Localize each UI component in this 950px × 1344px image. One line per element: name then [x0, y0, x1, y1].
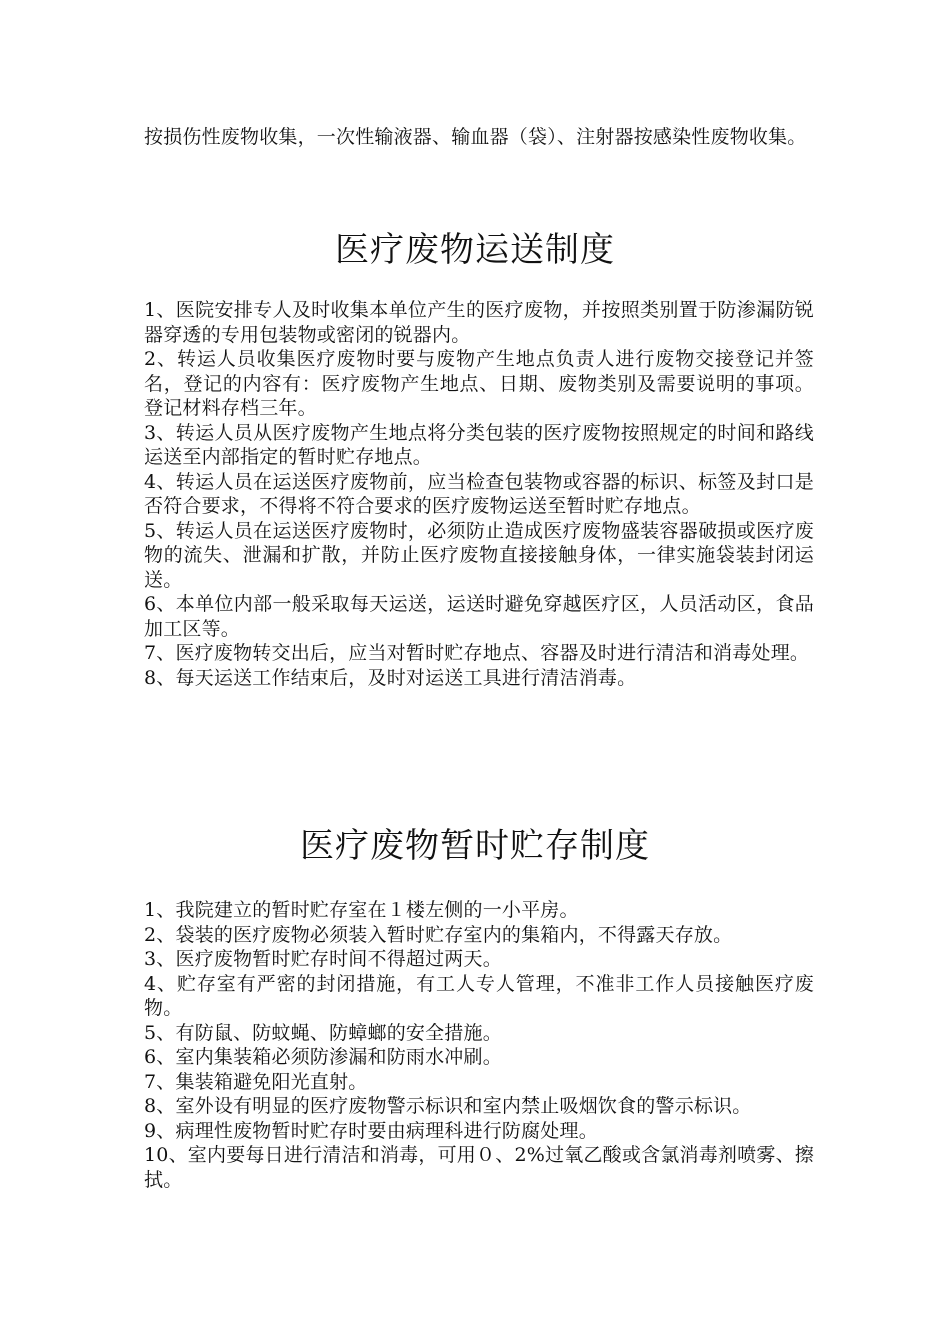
list-item: 7、医疗废物转交出后，应当对暂时贮存地点、容器及时进行清洁和消毒处理。	[144, 642, 810, 664]
transport-rules-list	[144, 298, 814, 690]
list-item: 1、医院安排专人及时收集本单位产生的医疗废物，并按照类别置于防渗漏防锐器穿透的专用包装物或密闭的锐器内。	[144, 299, 814, 346]
list-item: 3、医疗废物暂时贮存时间不得超过两天。	[144, 948, 502, 970]
list-item: 10、室内要每日进行清洁和消毒，可用０、2%过氧乙酸或含氯消毒剂喷雾、擦拭。	[144, 1144, 814, 1191]
list-item: 2、袋装的医疗废物必须装入暂时贮存室内的集箱内，不得露天存放。	[144, 923, 733, 946]
list-item: 1、我院建立的暂时贮存室在１楼左侧的一小平房。	[144, 899, 579, 921]
list-item: 9、病理性废物暂时贮存时要由病理科进行防腐处理。	[144, 1119, 598, 1142]
list-item: 8、室外设有明显的医疗废物警示标识和室内禁止吸烟饮食的警示标识。	[144, 1095, 752, 1117]
list-item: 4、贮存室有严密的封闭措施，有工人专人管理，不准非工作人员接触医疗废物。	[144, 972, 814, 1019]
list-item: 6、室内集装箱必须防渗漏和防雨水冲刷。	[144, 1046, 502, 1068]
list-item: 4、转运人员在运送医疗废物前，应当检查包装物或容器的标识、标签及封口是否符合要求，不得将不符合要求的医疗废物运送至暂时贮存地点。	[144, 470, 814, 517]
list-item: 8、每天运送工作结束后，及时对运送工具进行清洁消毒。	[144, 666, 637, 689]
list-item: 2、转运人员收集医疗废物时要与废物产生地点负责人进行废物交接登记并签名，登记的内容有：医疗废物产生地点、日期、废物类别及需要说明的事项。登记材料存档三年。	[144, 348, 814, 419]
list-item: 6、本单位内部一般采取每天运送，运送时避免穿越医疗区，人员活动区，食品加工区等。	[144, 593, 814, 640]
intro-text: 按损伤性废物收集，一次性输液器、输血器（袋）、注射器按感染性废物收集。	[144, 126, 807, 148]
section-title-transport: 医疗废物运送制度	[335, 230, 615, 270]
section-title-storage: 医疗废物暂时贮存制度	[300, 826, 650, 866]
list-item: 7、集装箱避免阳光直射。	[144, 1070, 368, 1093]
list-item: 5、有防鼠、防蚊蝇、防蟑螂的安全措施。	[144, 1021, 502, 1044]
list-item: 3、转运人员从医疗废物产生地点将分类包装的医疗废物按照规定的时间和路线运送至内部指定的暂时贮存地点。	[144, 421, 814, 468]
intro-paragraph	[144, 125, 814, 150]
storage-rules-list	[144, 898, 814, 1192]
list-item: 5、转运人员在运送医疗废物时，必须防止造成医疗废物盛装容器破损或医疗废物的流失、泄漏和扩散，并防止医疗废物直接接触身体，一律实施袋装封闭运送。	[144, 519, 814, 591]
